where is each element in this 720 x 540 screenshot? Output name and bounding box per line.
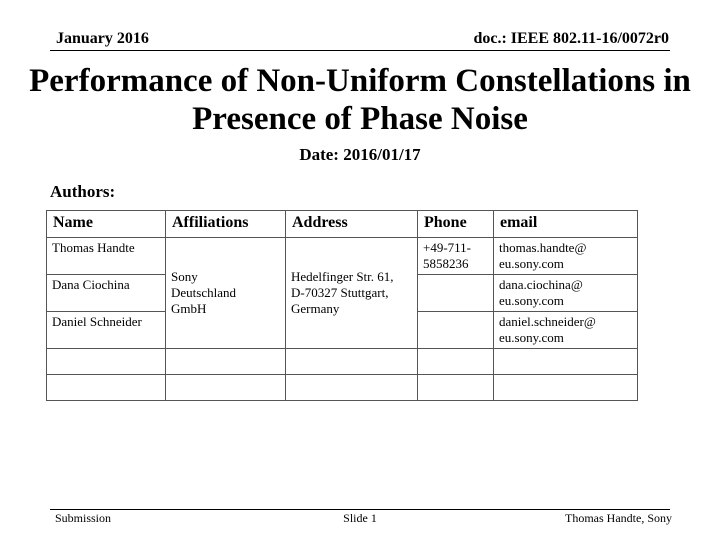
author-phone <box>418 312 494 349</box>
empty-cell <box>494 349 638 375</box>
table-row <box>47 238 638 275</box>
authors-table <box>46 210 638 401</box>
col-header-name: Name <box>47 211 166 238</box>
empty-cell <box>494 375 638 401</box>
date-line: Date: 2016/01/17 <box>299 145 421 164</box>
author-email: dana.ciochina@ eu.sony.com <box>494 275 638 312</box>
empty-cell <box>166 375 286 401</box>
col-header-address: Address <box>286 211 418 238</box>
authors-label: Authors: <box>50 182 116 201</box>
author-address: Hedelfinger Str. 61, D-70327 Stuttgart, Germany <box>286 238 418 349</box>
table-row-empty <box>47 349 638 375</box>
author-phone <box>418 275 494 312</box>
empty-cell <box>47 349 166 375</box>
author-affiliation: Sony Deutschland GmbH <box>166 238 286 349</box>
footer-slide-number: Slide 1 <box>343 511 377 525</box>
author-name: Thomas Handte <box>47 238 166 275</box>
empty-cell <box>166 349 286 375</box>
author-email: daniel.schneider@ eu.sony.com <box>494 312 638 349</box>
table-row-empty <box>47 375 638 401</box>
author-phone: +49-711-5858236 <box>418 238 494 275</box>
empty-cell <box>286 349 418 375</box>
empty-cell <box>418 375 494 401</box>
footer-submission: Submission <box>55 511 112 525</box>
header-doc-id: doc.: IEEE 802.11-16/0072r0 <box>473 30 669 47</box>
footer-divider <box>50 509 670 510</box>
header-divider <box>50 50 670 51</box>
author-name: Dana Ciochina <box>47 275 166 312</box>
empty-cell <box>286 375 418 401</box>
table-header-row <box>47 211 638 238</box>
footer-author: Thomas Handte, Sony <box>565 511 672 525</box>
header-date: January 2016 <box>56 30 149 47</box>
col-header-phone: Phone <box>418 211 494 238</box>
author-email: thomas.handte@ eu.sony.com <box>494 238 638 275</box>
col-header-affiliations: Affiliations <box>166 211 286 238</box>
slide-title: Performance of Non-Uniform Constellations in Presence of Phase Noise <box>29 63 691 137</box>
empty-cell <box>418 349 494 375</box>
col-header-email: email <box>494 211 638 238</box>
empty-cell <box>47 375 166 401</box>
author-name: Daniel Schneider <box>47 312 166 349</box>
